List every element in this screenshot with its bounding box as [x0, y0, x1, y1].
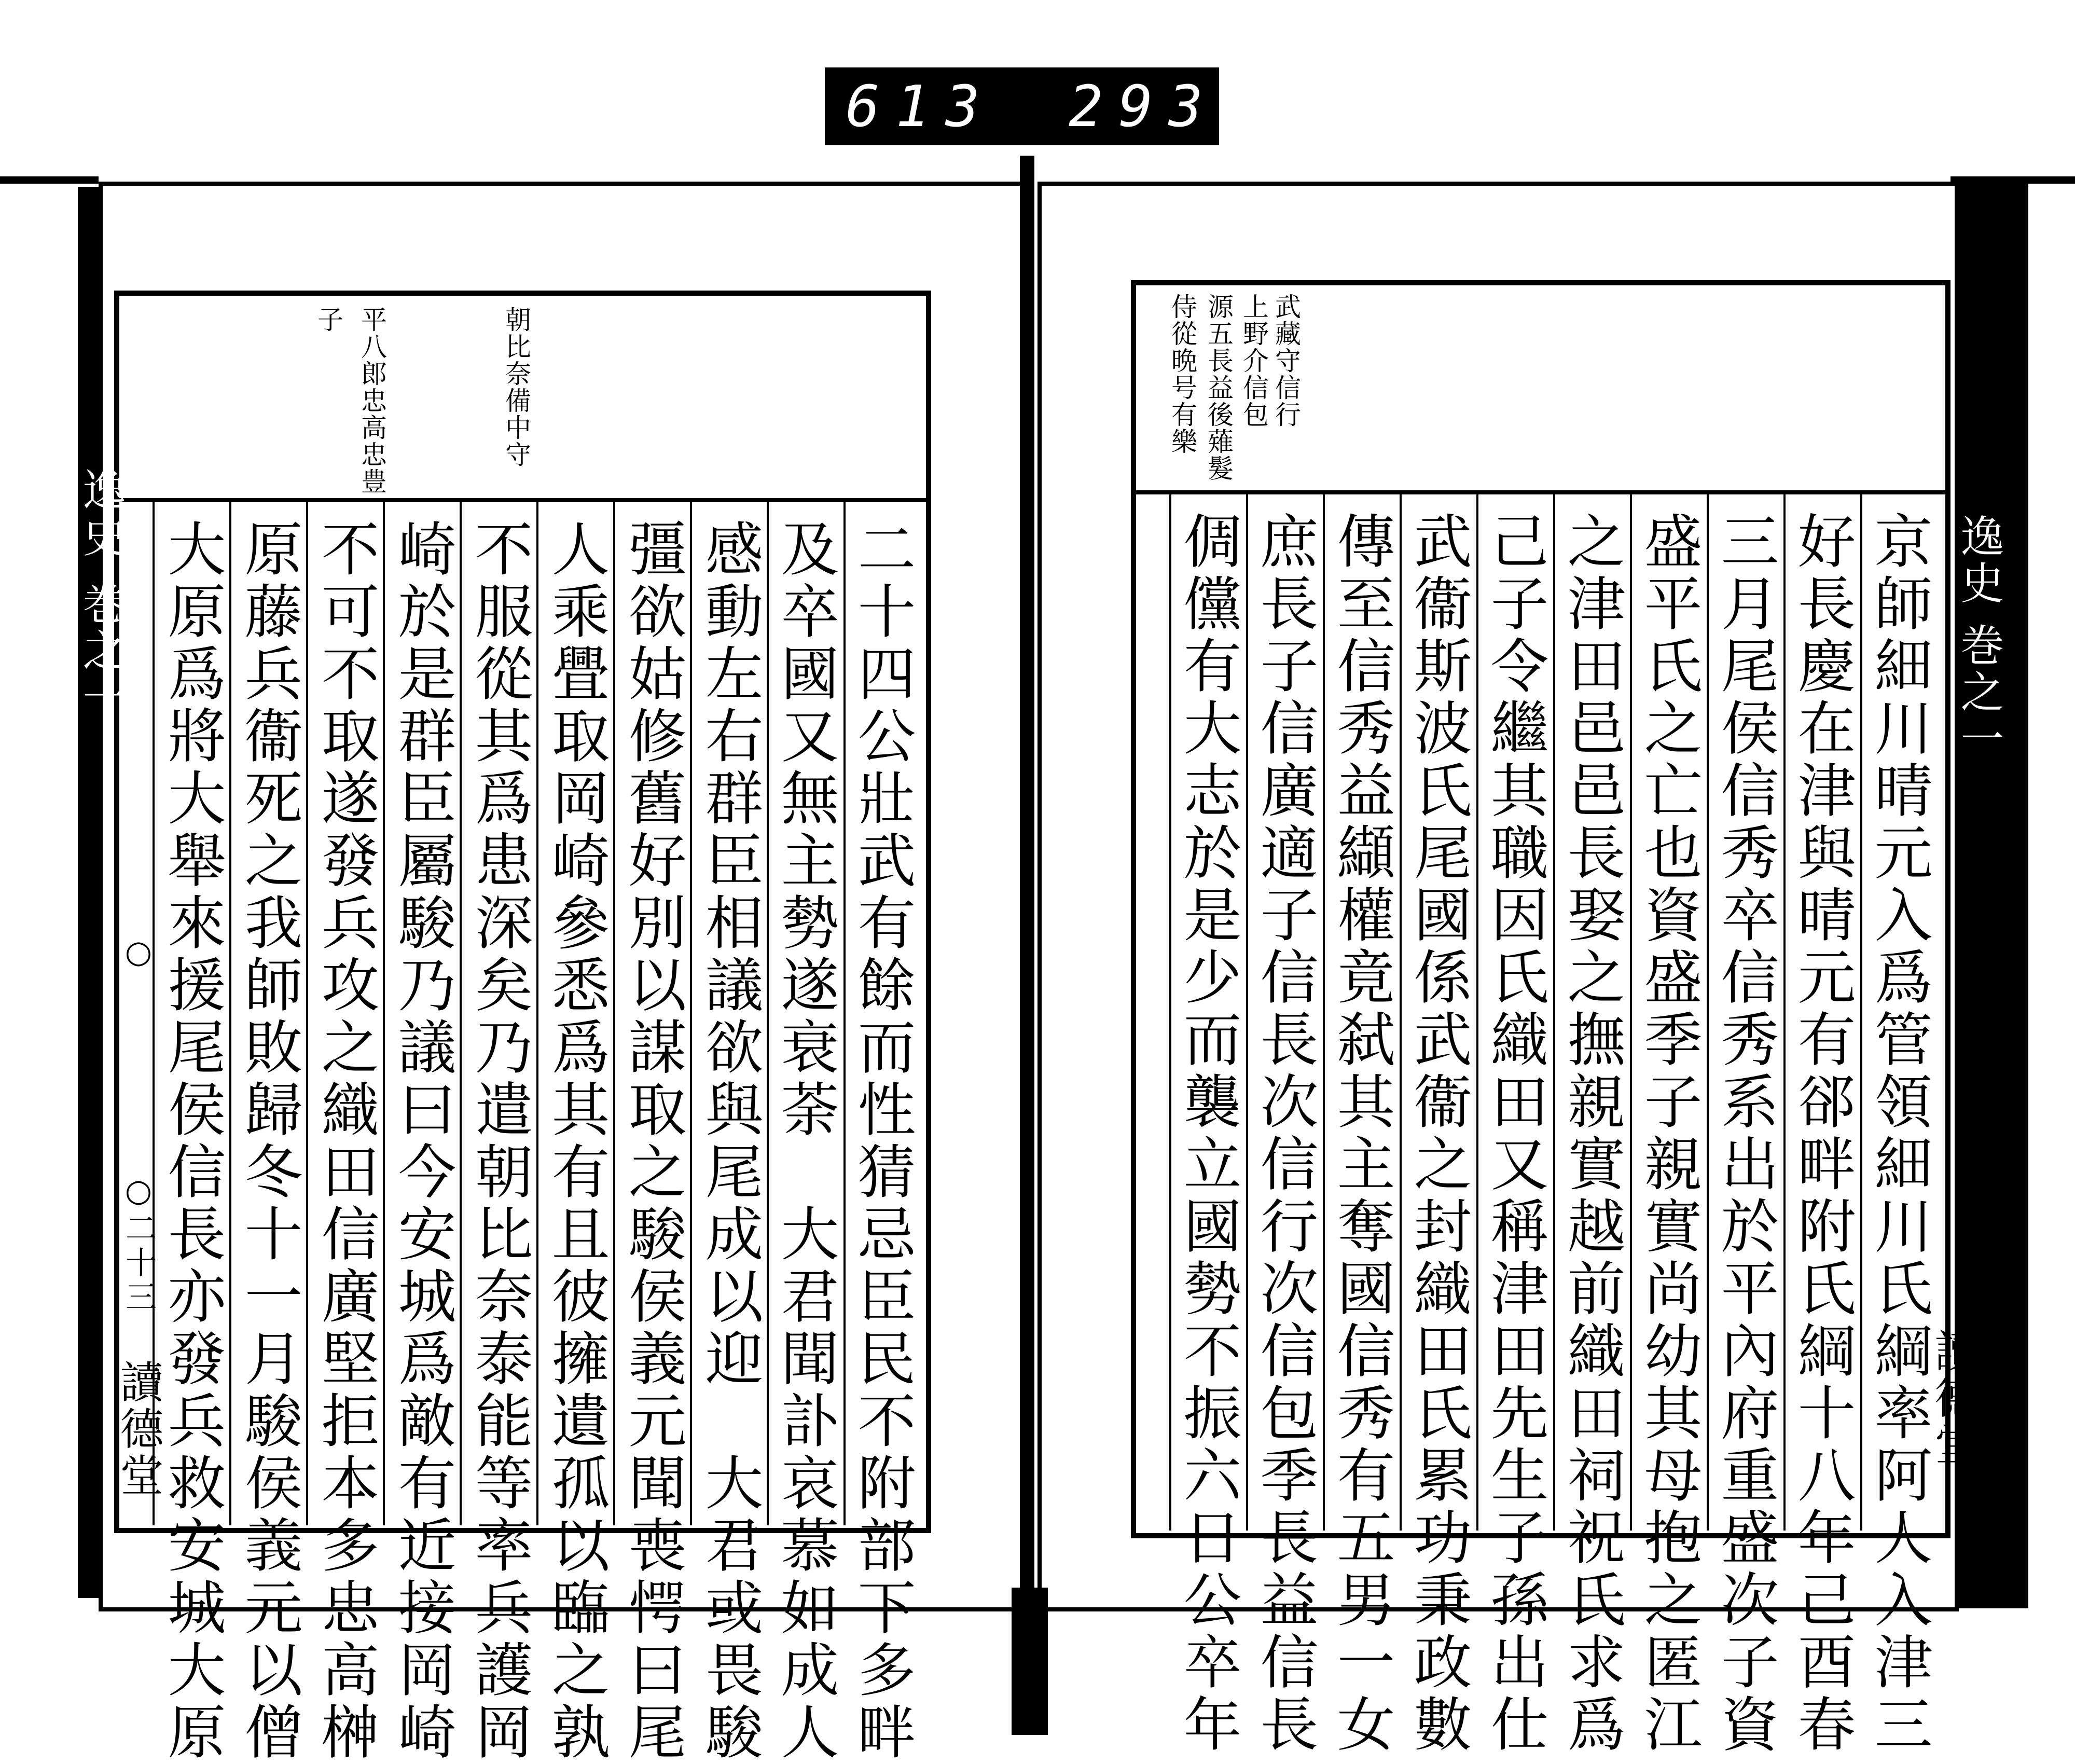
right-margin-volume: 巻之一 — [1954, 623, 2004, 763]
right-column-rule — [1553, 493, 1555, 1531]
right-column-2: 好長慶在津與晴元有郤畔附氏綱十八年己酉春 — [1788, 511, 1856, 1756]
left-column-rule — [229, 501, 231, 1525]
left-column-9: 原藤兵衞死之我師敗歸冬十一月駿侯義元以僧 — [235, 519, 302, 1764]
right-column-4: 盛平氏之亡也資盛季子親實尚幼其母抱之匿江 — [1635, 511, 1702, 1756]
left-headnote-2: 平八郎忠高忠豊 — [357, 306, 387, 495]
left-column-rule — [613, 501, 615, 1525]
book-binding-gutter — [1020, 156, 1034, 1733]
left-margin-page-number: ○二十三 — [120, 1173, 157, 1315]
left-margin-circle: ○ — [120, 934, 157, 973]
scan-edge-left — [0, 176, 99, 184]
left-headnote-1: 朝比奈備中守 — [501, 306, 531, 468]
left-column-8: 不可不取遂發兵攻之織田信廣堅拒本多忠高榊 — [312, 519, 379, 1764]
left-column-2: 及卒國又無主勢遂衰荼 大君聞訃哀慕如成人 — [771, 519, 839, 1764]
left-column-5: 人乘舋取岡崎參悉爲其有且彼擁遺孤以臨之孰 — [542, 519, 610, 1764]
left-column-7: 崎於是群臣屬駿乃議曰今安城爲敵有近接岡崎 — [389, 519, 456, 1764]
right-column-1: 京師細川晴元入爲管領細川氏綱率阿人入津三 — [1865, 511, 1932, 1756]
right-column-6: 己子令繼其職因氏織田又稱津田先生子孫出仕 — [1481, 511, 1548, 1756]
right-column-3: 三月尾侯信秀卒信秀系出於平內府重盛次子資 — [1711, 511, 1779, 1756]
frame-number-label — [825, 67, 1219, 145]
left-column-rule — [306, 501, 308, 1525]
left-column-rule — [536, 501, 538, 1525]
frame-number-left: 613 — [846, 73, 995, 140]
right-column-rule — [1400, 493, 1402, 1531]
right-column-rule — [1783, 493, 1786, 1531]
right-headnote-2: 上野介信包 — [1239, 293, 1269, 428]
left-column-rule — [383, 501, 385, 1525]
right-column-10: 倜儻有大志於是少而襲立國勢不振六日公卒年 — [1174, 511, 1241, 1756]
right-column-rule — [1169, 493, 1171, 1531]
right-column-rule — [1476, 493, 1478, 1531]
left-column-rule — [460, 501, 462, 1525]
right-column-rule — [1707, 493, 1709, 1531]
right-margin-publisher: 讀德堂 — [1928, 1328, 1979, 1468]
book-binding-foot — [1012, 1588, 1048, 1735]
left-column-6: 不服從其爲患深矣乃遣朝比奈泰能等率兵護岡 — [465, 519, 533, 1764]
left-column-rule — [767, 501, 769, 1525]
left-column-rule — [843, 501, 846, 1525]
left-column-4: 彊欲姑修舊好別以謀取之駿侯義元聞喪愕曰尾 — [619, 519, 686, 1764]
right-header-rule — [1131, 490, 1951, 494]
left-margin-publisher: 讀德堂 — [113, 1359, 164, 1499]
frame-number-right: 293 — [1069, 73, 1219, 140]
right-headnote-1: 武藏守信行 — [1271, 293, 1301, 428]
left-column-3: 感動左右群臣相議欲與尾成以迎 大君或畏駿 — [696, 519, 763, 1764]
right-column-5: 之津田邑邑長娶之撫親實越前織田祠祝氏求爲 — [1558, 511, 1625, 1756]
right-column-9: 庶長子信廣適子信長次信行次信包季長益信長 — [1251, 511, 1318, 1756]
left-header-rule — [114, 498, 931, 502]
right-column-7: 武衞斯波氏尾國係武衞之封織田氏累功秉政數 — [1404, 511, 1472, 1756]
right-column-rule — [1246, 493, 1248, 1531]
left-headnote-3: 子 — [313, 306, 343, 333]
right-headnote-3: 源五長益後薙髮 — [1204, 293, 1234, 482]
left-column-1: 二十四公壯武有餘而性猜忌臣民不附部下多畔 — [848, 519, 916, 1764]
right-column-8: 傳至信秀益纈權竟弑其主奪國信秀有五男一女 — [1327, 511, 1395, 1756]
right-column-rule — [1630, 493, 1632, 1531]
left-margin-volume: 巻之一 — [76, 581, 127, 721]
right-column-rule — [1323, 493, 1325, 1531]
right-margin-title: 逸史 — [1954, 514, 2004, 607]
right-headnote-4: 侍從晩号有樂 — [1167, 293, 1197, 455]
right-column-rule — [1860, 493, 1862, 1531]
left-column-10: 大原爲將大舉來援尾侯信長亦發兵救安城大原 — [158, 519, 226, 1764]
left-margin-title: 逸史 — [76, 467, 127, 560]
left-column-rule — [690, 501, 692, 1525]
